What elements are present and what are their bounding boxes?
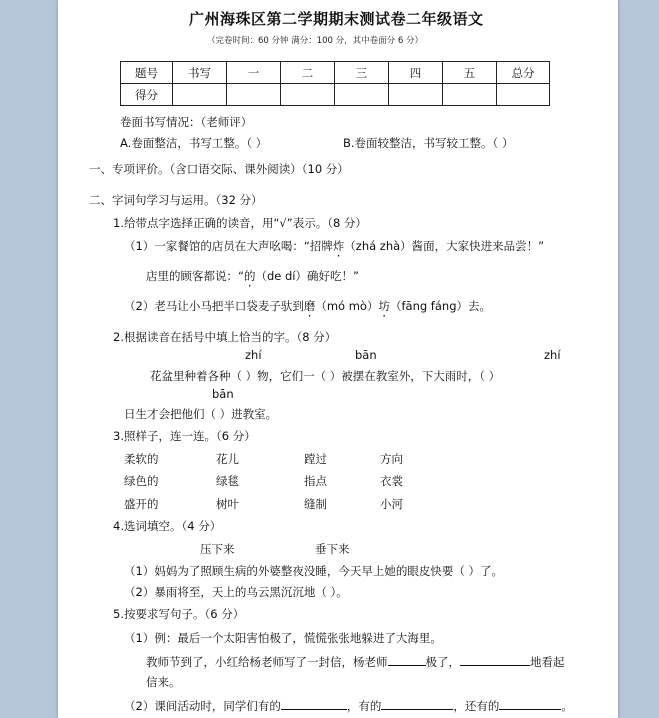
score-table-score-row [121, 84, 550, 106]
score-header-cell: 四 [389, 62, 443, 84]
q1-s1-text-a: （1）一家餐馆的店员在大声吆喝：“招牌 [124, 239, 333, 253]
q5-line-2-text-b: ，有的 [346, 699, 382, 713]
score-row-label: 得分 [121, 84, 173, 106]
q1-s2-text-a: 店里的顾客都说：“ [146, 269, 244, 283]
q3-word: 柔软的 [124, 452, 159, 466]
q2-pinyin-1: zhí [245, 348, 262, 362]
q1-s1-text-b: （zhá zhà）酱面，大家快进来品尝！” [344, 239, 545, 253]
score-table [120, 61, 550, 106]
q3-word: 指点 [304, 474, 327, 488]
q1-s3-dotted-char-2: 坊 [378, 299, 390, 313]
score-cell [335, 84, 389, 106]
q3-word: 盛开的 [124, 497, 159, 511]
q3-word: 小河 [380, 497, 403, 511]
section-one-heading: 一、专项评价。（含口语交际、课外阅读）（10 分） [89, 162, 349, 176]
q1-s3-text-a: （2）老马让小马把半口袋麦子驮到 [124, 299, 304, 313]
q5-blank[interactable] [499, 697, 561, 710]
score-cell [389, 84, 443, 106]
q5-line-2-text-d: 。 [561, 699, 573, 713]
handwriting-label: 卷面书写情况：（老师评） [120, 115, 253, 129]
q1-title: 1.给带点字选择正确的读音，用“√”表示。（8 分） [113, 216, 367, 230]
score-table-header-row [121, 62, 550, 84]
exam-title: 广州海珠区第二学期期末测试卷二年级语文 [189, 10, 484, 28]
q5-blank[interactable] [460, 653, 530, 666]
q5-line-2-text-a: （2）课间活动时，同学们有的 [124, 699, 281, 713]
q5-blank[interactable] [388, 653, 426, 666]
q1-s3-text-b: （mó mò） [315, 299, 379, 313]
q3-word: 树叶 [216, 497, 239, 511]
q3-word: 蹚过 [304, 452, 327, 466]
score-cell [497, 84, 550, 106]
q5-line-1-text-c: 地看起 [530, 655, 565, 669]
q4-word-1: 压下来 [200, 542, 235, 556]
q2-line-1: 花盆里种着各种（ ）物，它们一（ ）被摆在教室外，下大雨时，（ ） [150, 369, 501, 383]
score-header-cell: 书写 [173, 62, 227, 84]
q3-word: 方向 [380, 452, 403, 466]
document-page [58, 0, 618, 718]
score-header-cell: 五 [443, 62, 497, 84]
q1-sentence-1 [124, 238, 544, 254]
score-cell [227, 84, 281, 106]
q1-s2-text-b: （de dí）确好吃！” [255, 269, 359, 283]
q5-line-1 [146, 653, 565, 670]
q2-pinyin-2: bān [355, 348, 377, 362]
handwriting-option-a: A.卷面整洁，书写工整。（ ） [120, 136, 268, 150]
q5-title: 5.按要求写句子。（6 分） [113, 607, 245, 621]
q4-word-2: 垂下来 [315, 542, 350, 556]
q5-line-1-cont: 信来。 [146, 675, 181, 689]
q4-sentence-1: （1）妈妈为了照顾生病的外婆整夜没睡，今天早上她的眼皮快要（ ）了。 [124, 564, 503, 578]
q4-title: 4.选词填空。（4 分） [113, 519, 222, 533]
score-header-cell: 总分 [497, 62, 550, 84]
q3-word: 衣裳 [380, 474, 403, 488]
score-cell [281, 84, 335, 106]
q1-sentence-2 [146, 268, 359, 284]
score-header-cell: 二 [281, 62, 335, 84]
score-cell [443, 84, 497, 106]
score-cell [173, 84, 227, 106]
score-header-cell: 题号 [121, 62, 173, 84]
q3-word: 花儿 [216, 452, 239, 466]
q5-example: （1）例：最后一个太阳害怕极了，慌慌张张地躲进了大海里。 [124, 631, 442, 645]
q5-line-1-text-a: 教师节到了，小红给杨老师写了一封信，杨老师 [146, 655, 388, 669]
q3-word: 绿毯 [216, 474, 239, 488]
q5-blank[interactable] [281, 697, 347, 710]
q5-line-2-text-c: ，还有的 [453, 699, 500, 713]
exam-subtitle: （完卷时间：60 分钟 满分：100 分，其中卷面分 6 分） [207, 36, 423, 46]
q1-s3-dotted-char-1: 磨 [303, 299, 316, 313]
score-header-cell: 三 [335, 62, 389, 84]
q1-sentence-3 [124, 298, 491, 314]
q1-s3-text-c: （fāng fáng）去。 [389, 299, 491, 313]
q2-title: 2.根据读音在括号中填上恰当的字。（8 分） [113, 330, 337, 344]
q5-line-2 [124, 697, 573, 714]
q3-word: 绿色的 [124, 474, 159, 488]
section-two-heading: 二、字词句学习与运用。（32 分） [89, 193, 263, 207]
score-header-cell: 一 [227, 62, 281, 84]
q1-s2-dotted-char: 的 [243, 269, 256, 283]
q5-line-1-text-b: 极了， [425, 655, 460, 669]
q2-line-2: 日生才会把他们（ ）进教室。 [124, 407, 278, 421]
q4-sentence-2: （2）暴雨将至，天上的乌云黑沉沉地（ ）。 [124, 585, 348, 599]
q2-pinyin-4: bān [212, 387, 234, 401]
q3-title: 3.照样子，连一连。（6 分） [113, 429, 256, 443]
q3-word: 缝制 [304, 497, 327, 511]
q1-s1-dotted-char: 炸 [332, 239, 345, 253]
handwriting-option-b: B.卷面较整洁，书写较工整。（ ） [343, 136, 514, 150]
q2-pinyin-3: zhí [544, 348, 561, 362]
q5-blank[interactable] [381, 697, 453, 710]
